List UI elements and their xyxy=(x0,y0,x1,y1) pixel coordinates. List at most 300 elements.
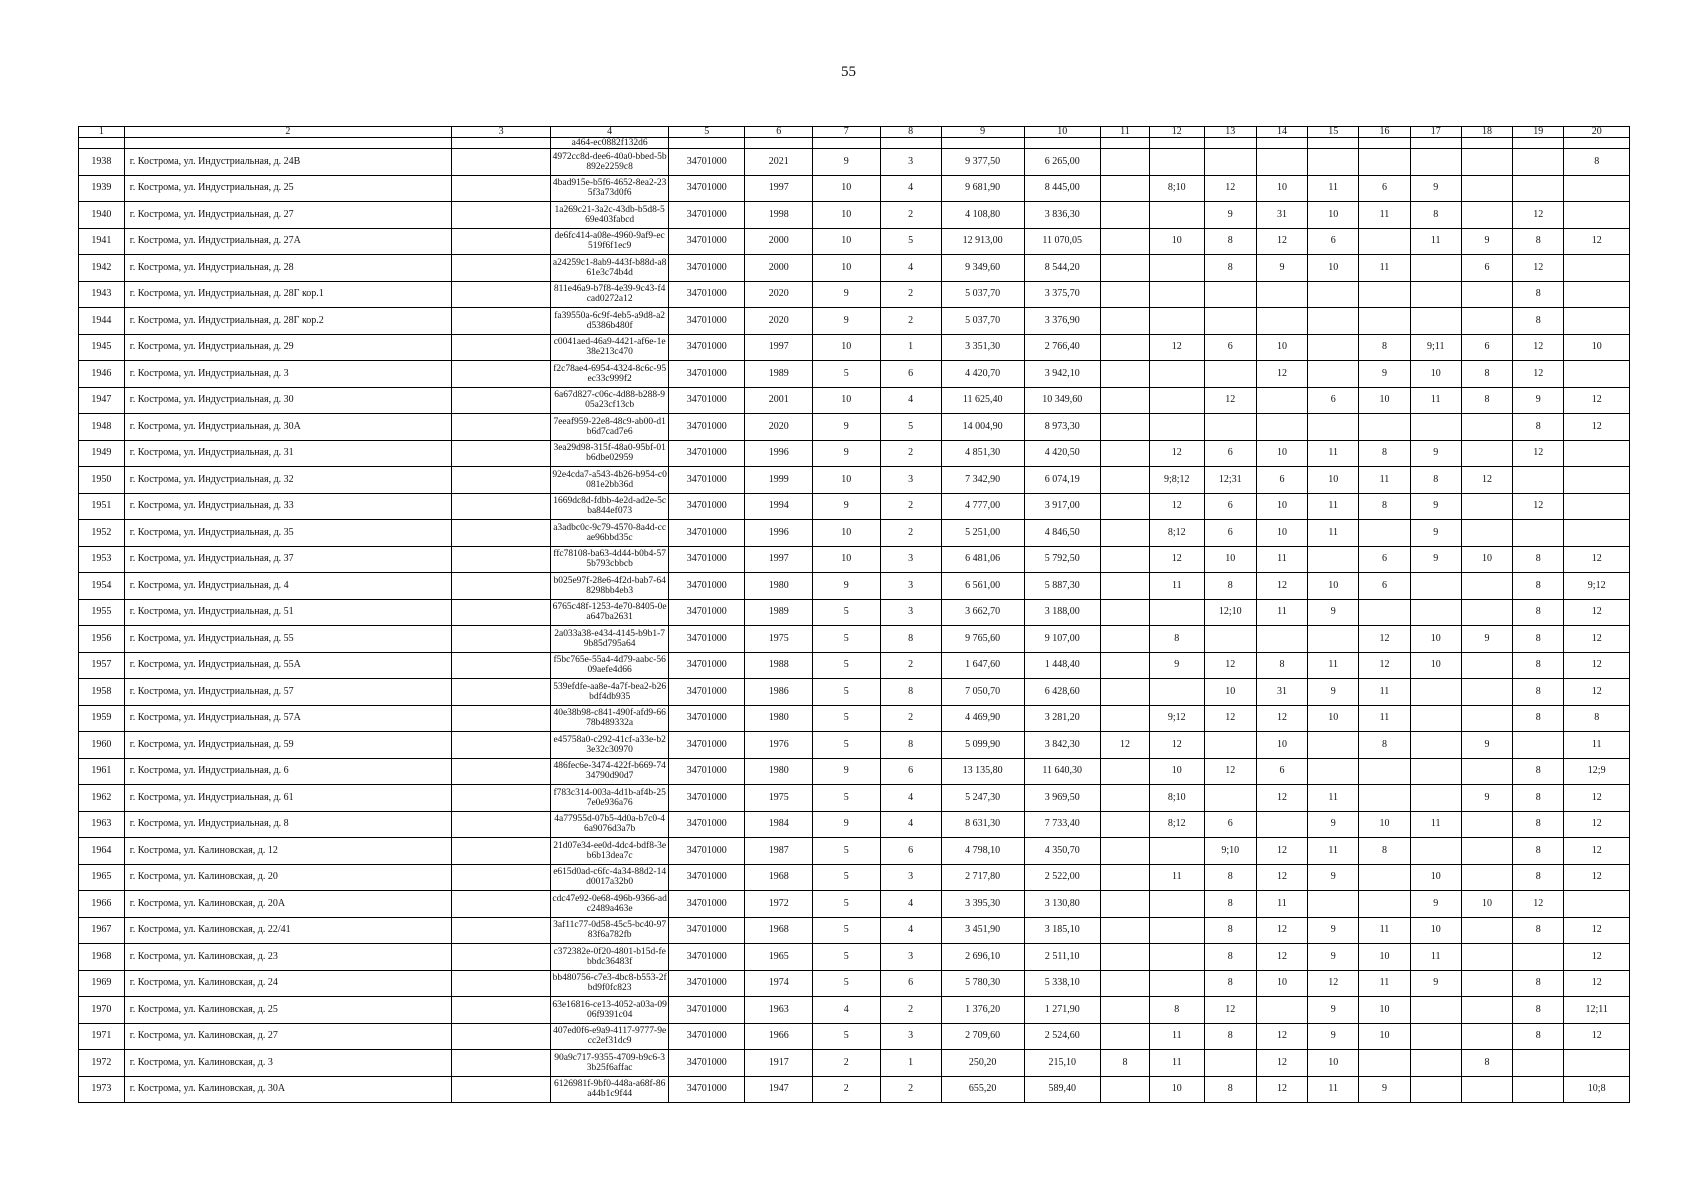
work-period-cell-12: 10 xyxy=(1150,758,1205,785)
oktmo-cell: 34701000 xyxy=(669,891,745,918)
work-period-cell-18 xyxy=(1461,838,1512,865)
work-period-cell-13: 6 xyxy=(1204,440,1256,467)
guid-cell: 7eeaf959-22e8-48c9-ab00-d1b6d7cad7e6 xyxy=(551,414,669,441)
work-period-cell-15: 6 xyxy=(1308,228,1359,255)
work-period-cell-17 xyxy=(1410,1023,1461,1050)
work-period-cell-12 xyxy=(1150,387,1205,414)
entrances-cell: 6 xyxy=(880,838,941,865)
work-period-cell-12: 12 xyxy=(1150,440,1205,467)
table-row xyxy=(79,546,1630,573)
work-period-cell-11 xyxy=(1100,440,1149,467)
year-cell: 1996 xyxy=(745,440,813,467)
oktmo-cell: 34701000 xyxy=(669,467,745,494)
work-period-cell-20: 12 xyxy=(1564,546,1630,573)
row-number: 1971 xyxy=(79,1023,125,1050)
housing-register-table xyxy=(78,126,1630,1103)
oktmo-cell: 34701000 xyxy=(669,520,745,547)
work-period-cell-18: 9 xyxy=(1461,228,1512,255)
total-area-cell: 3 662,70 xyxy=(941,599,1024,626)
work-period-cell-13: 6 xyxy=(1204,520,1256,547)
year-cell: 1997 xyxy=(745,546,813,573)
work-period-cell-14 xyxy=(1256,387,1307,414)
work-period-cell-11 xyxy=(1100,228,1149,255)
work-period-cell-12: 9;12 xyxy=(1150,705,1205,732)
cell xyxy=(452,1023,551,1050)
page-number: 55 xyxy=(841,64,856,80)
work-period-cell-19: 12 xyxy=(1513,440,1564,467)
work-period-cell-20: 12 xyxy=(1564,785,1630,812)
guid-cell: 6a67d827-c06c-4d88-b288-905a23cf13cb xyxy=(551,387,669,414)
cell xyxy=(452,679,551,706)
total-area-cell: 1 647,60 xyxy=(941,652,1024,679)
work-period-cell-13: 6 xyxy=(1204,811,1256,838)
floors-cell: 5 xyxy=(813,864,881,891)
work-period-cell-14 xyxy=(1256,997,1307,1024)
entrances-cell: 4 xyxy=(880,175,941,202)
oktmo-cell: 34701000 xyxy=(669,1023,745,1050)
work-period-cell-19 xyxy=(1513,175,1564,202)
work-period-cell-14: 6 xyxy=(1256,758,1307,785)
guid-cell: f783c314-003a-4d1b-af4b-257e0e936a76 xyxy=(551,785,669,812)
oktmo-cell: 34701000 xyxy=(669,970,745,997)
table-row xyxy=(79,1076,1630,1103)
work-period-cell-16: 6 xyxy=(1359,573,1410,600)
work-period-cell-14: 9 xyxy=(1256,255,1307,282)
work-period-cell-15: 10 xyxy=(1308,573,1359,600)
floors-cell: 5 xyxy=(813,361,881,388)
work-period-cell-17 xyxy=(1410,414,1461,441)
table-row xyxy=(79,970,1630,997)
work-period-cell-13 xyxy=(1204,1050,1256,1077)
work-period-cell-19 xyxy=(1513,732,1564,759)
floors-cell: 9 xyxy=(813,493,881,520)
work-period-cell-13: 12 xyxy=(1204,652,1256,679)
work-period-cell-13 xyxy=(1204,732,1256,759)
column-header-13: 13 xyxy=(1204,127,1256,138)
total-area-cell: 6 561,00 xyxy=(941,573,1024,600)
guid-cell: cdc47e92-0e68-496b-9366-adc2489a463e xyxy=(551,891,669,918)
work-period-cell-12 xyxy=(1150,361,1205,388)
floors-cell: 9 xyxy=(813,149,881,176)
work-period-cell-11 xyxy=(1100,149,1149,176)
work-period-cell-14: 12 xyxy=(1256,785,1307,812)
floors-cell: 5 xyxy=(813,1023,881,1050)
year-cell: 1980 xyxy=(745,758,813,785)
oktmo-cell: 34701000 xyxy=(669,334,745,361)
living-area-cell: 2 524,60 xyxy=(1024,1023,1100,1050)
work-period-cell-18 xyxy=(1461,308,1512,335)
work-period-cell-12: 9 xyxy=(1150,652,1205,679)
guid-cell: 40e38b98-c841-490f-afd9-6678b489332a xyxy=(551,705,669,732)
work-period-cell-11 xyxy=(1100,467,1149,494)
work-period-cell-13: 12 xyxy=(1204,758,1256,785)
work-period-cell-16: 6 xyxy=(1359,546,1410,573)
living-area-cell: 2 522,00 xyxy=(1024,864,1100,891)
address-cell: г. Кострома, ул. Калиновская, д. 27 xyxy=(124,1023,451,1050)
total-area-cell: 5 037,70 xyxy=(941,281,1024,308)
work-period-cell-11 xyxy=(1100,970,1149,997)
work-period-cell-12: 8 xyxy=(1150,997,1205,1024)
row-number: 1959 xyxy=(79,705,125,732)
cell xyxy=(941,138,1024,149)
address-cell: г. Кострома, ул. Индустриальная, д. 57А xyxy=(124,705,451,732)
cell xyxy=(452,308,551,335)
oktmo-cell: 34701000 xyxy=(669,440,745,467)
guid-cell: f2c78ae4-6954-4324-8c6c-95ec33c999f2 xyxy=(551,361,669,388)
guid-cell: 3ea29d98-315f-48a0-95bf-01b6dbe02959 xyxy=(551,440,669,467)
work-period-cell-20: 12 xyxy=(1564,228,1630,255)
entrances-cell: 2 xyxy=(880,1076,941,1103)
work-period-cell-20 xyxy=(1564,520,1630,547)
work-period-cell-13 xyxy=(1204,361,1256,388)
work-period-cell-18 xyxy=(1461,149,1512,176)
work-period-cell-14: 12 xyxy=(1256,361,1307,388)
cell xyxy=(452,228,551,255)
total-area-cell: 3 451,90 xyxy=(941,917,1024,944)
year-cell: 1997 xyxy=(745,175,813,202)
work-period-cell-11 xyxy=(1100,1023,1149,1050)
row-number: 1951 xyxy=(79,493,125,520)
work-period-cell-15 xyxy=(1308,334,1359,361)
year-cell: 2021 xyxy=(745,149,813,176)
cell xyxy=(1256,138,1307,149)
work-period-cell-12: 11 xyxy=(1150,864,1205,891)
row-number: 1961 xyxy=(79,758,125,785)
total-area-cell: 5 037,70 xyxy=(941,308,1024,335)
floors-cell: 10 xyxy=(813,255,881,282)
work-period-cell-20: 12 xyxy=(1564,679,1630,706)
work-period-cell-14: 10 xyxy=(1256,175,1307,202)
floors-cell: 4 xyxy=(813,997,881,1024)
work-period-cell-13: 12;31 xyxy=(1204,467,1256,494)
living-area-cell: 10 349,60 xyxy=(1024,387,1100,414)
work-period-cell-13: 8 xyxy=(1204,228,1256,255)
work-period-cell-13: 8 xyxy=(1204,573,1256,600)
living-area-cell: 589,40 xyxy=(1024,1076,1100,1103)
work-period-cell-11: 12 xyxy=(1100,732,1149,759)
work-period-cell-11 xyxy=(1100,599,1149,626)
work-period-cell-20: 12 xyxy=(1564,864,1630,891)
address-cell: г. Кострома, ул. Индустриальная, д. 55 xyxy=(124,626,451,653)
work-period-cell-11 xyxy=(1100,308,1149,335)
oktmo-cell: 34701000 xyxy=(669,626,745,653)
work-period-cell-20 xyxy=(1564,467,1630,494)
address-cell: г. Кострома, ул. Калиновская, д. 25 xyxy=(124,997,451,1024)
cell xyxy=(745,138,813,149)
address-cell: г. Кострома, ул. Калиновская, д. 22/41 xyxy=(124,917,451,944)
table-row xyxy=(79,1023,1630,1050)
entrances-cell: 3 xyxy=(880,546,941,573)
work-period-cell-18: 8 xyxy=(1461,1050,1512,1077)
work-period-cell-18 xyxy=(1461,811,1512,838)
work-period-cell-20: 12 xyxy=(1564,811,1630,838)
table-row xyxy=(79,679,1630,706)
work-period-cell-20: 12 xyxy=(1564,838,1630,865)
address-cell: г. Кострома, ул. Индустриальная, д. 28Г кор.1 xyxy=(124,281,451,308)
cell xyxy=(452,281,551,308)
work-period-cell-17: 11 xyxy=(1410,944,1461,971)
work-period-cell-15: 9 xyxy=(1308,864,1359,891)
work-period-cell-18: 8 xyxy=(1461,387,1512,414)
work-period-cell-19: 12 xyxy=(1513,891,1564,918)
living-area-cell: 8 445,00 xyxy=(1024,175,1100,202)
work-period-cell-12 xyxy=(1150,970,1205,997)
floors-cell: 5 xyxy=(813,917,881,944)
work-period-cell-12: 8;12 xyxy=(1150,520,1205,547)
work-period-cell-16: 6 xyxy=(1359,175,1410,202)
work-period-cell-17: 9 xyxy=(1410,546,1461,573)
work-period-cell-11 xyxy=(1100,1076,1149,1103)
row-number: 1938 xyxy=(79,149,125,176)
guid-cell: a3adbc0c-9c79-4570-8a4d-ccae96bbd35c xyxy=(551,520,669,547)
oktmo-cell: 34701000 xyxy=(669,1076,745,1103)
cell xyxy=(452,334,551,361)
entrances-cell: 3 xyxy=(880,573,941,600)
work-period-cell-19: 8 xyxy=(1513,414,1564,441)
work-period-cell-16 xyxy=(1359,785,1410,812)
oktmo-cell: 34701000 xyxy=(669,838,745,865)
table-row xyxy=(79,758,1630,785)
cell xyxy=(1204,138,1256,149)
floors-cell: 5 xyxy=(813,838,881,865)
work-period-cell-17: 9 xyxy=(1410,520,1461,547)
guid-cell: 407ed0f6-e9a9-4117-9777-9ecc2ef31dc9 xyxy=(551,1023,669,1050)
work-period-cell-13: 10 xyxy=(1204,679,1256,706)
work-period-cell-20: 12 xyxy=(1564,652,1630,679)
work-period-cell-13: 8 xyxy=(1204,864,1256,891)
address-cell: г. Кострома, ул. Индустриальная, д. 55А xyxy=(124,652,451,679)
oktmo-cell: 34701000 xyxy=(669,811,745,838)
table-row xyxy=(79,228,1630,255)
work-period-cell-19: 12 xyxy=(1513,334,1564,361)
work-period-cell-17: 9 xyxy=(1410,493,1461,520)
row-number: 1939 xyxy=(79,175,125,202)
column-header-3: 3 xyxy=(452,127,551,138)
work-period-cell-20: 9;12 xyxy=(1564,573,1630,600)
table-row xyxy=(79,811,1630,838)
work-period-cell-20: 8 xyxy=(1564,149,1630,176)
work-period-cell-17: 9 xyxy=(1410,970,1461,997)
work-period-cell-14: 31 xyxy=(1256,202,1307,229)
work-period-cell-17: 10 xyxy=(1410,361,1461,388)
header-row xyxy=(79,127,1630,138)
cell xyxy=(452,175,551,202)
work-period-cell-11 xyxy=(1100,891,1149,918)
work-period-cell-20: 12 xyxy=(1564,414,1630,441)
address-cell: г. Кострома, ул. Калиновская, д. 12 xyxy=(124,838,451,865)
work-period-cell-17: 8 xyxy=(1410,202,1461,229)
oktmo-cell: 34701000 xyxy=(669,705,745,732)
work-period-cell-18: 6 xyxy=(1461,255,1512,282)
work-period-cell-12 xyxy=(1150,281,1205,308)
work-period-cell-12 xyxy=(1150,599,1205,626)
address-cell: г. Кострома, ул. Индустриальная, д. 30А xyxy=(124,414,451,441)
entrances-cell: 8 xyxy=(880,679,941,706)
year-cell: 1917 xyxy=(745,1050,813,1077)
living-area-cell: 3 188,00 xyxy=(1024,599,1100,626)
living-area-cell: 3 185,10 xyxy=(1024,917,1100,944)
year-cell: 1987 xyxy=(745,838,813,865)
work-period-cell-16 xyxy=(1359,758,1410,785)
entrances-cell: 3 xyxy=(880,467,941,494)
entrances-cell: 5 xyxy=(880,228,941,255)
work-period-cell-13: 12 xyxy=(1204,705,1256,732)
work-period-cell-14: 12 xyxy=(1256,917,1307,944)
cell xyxy=(1100,138,1149,149)
work-period-cell-20: 10 xyxy=(1564,334,1630,361)
year-cell: 1999 xyxy=(745,467,813,494)
work-period-cell-18: 9 xyxy=(1461,626,1512,653)
work-period-cell-20: 8 xyxy=(1564,705,1630,732)
cell xyxy=(452,546,551,573)
work-period-cell-15 xyxy=(1308,281,1359,308)
row-number: 1942 xyxy=(79,255,125,282)
work-period-cell-19 xyxy=(1513,1076,1564,1103)
row-number: 1963 xyxy=(79,811,125,838)
row-number: 1941 xyxy=(79,228,125,255)
work-period-cell-20 xyxy=(1564,440,1630,467)
living-area-cell: 7 733,40 xyxy=(1024,811,1100,838)
work-period-cell-14 xyxy=(1256,414,1307,441)
work-period-cell-18 xyxy=(1461,414,1512,441)
work-period-cell-20 xyxy=(1564,255,1630,282)
cell xyxy=(452,255,551,282)
row-number: 1972 xyxy=(79,1050,125,1077)
floors-cell: 10 xyxy=(813,202,881,229)
year-cell: 2000 xyxy=(745,255,813,282)
work-period-cell-17 xyxy=(1410,599,1461,626)
row-number: 1947 xyxy=(79,387,125,414)
cell xyxy=(452,138,551,149)
work-period-cell-19: 8 xyxy=(1513,705,1564,732)
work-period-cell-18 xyxy=(1461,944,1512,971)
oktmo-cell: 34701000 xyxy=(669,997,745,1024)
floors-cell: 5 xyxy=(813,652,881,679)
row-number: 1967 xyxy=(79,917,125,944)
floors-cell: 10 xyxy=(813,387,881,414)
work-period-cell-14 xyxy=(1256,626,1307,653)
work-period-cell-14: 12 xyxy=(1256,1076,1307,1103)
living-area-cell: 3 375,70 xyxy=(1024,281,1100,308)
work-period-cell-14: 12 xyxy=(1256,705,1307,732)
total-area-cell: 14 004,90 xyxy=(941,414,1024,441)
living-area-cell: 1 271,90 xyxy=(1024,997,1100,1024)
work-period-cell-14: 10 xyxy=(1256,334,1307,361)
year-cell: 1984 xyxy=(745,811,813,838)
work-period-cell-12 xyxy=(1150,891,1205,918)
year-cell: 1980 xyxy=(745,705,813,732)
guid-cell: 6126981f-9bf0-448a-a68f-86a44b1c9f44 xyxy=(551,1076,669,1103)
work-period-cell-12: 8;12 xyxy=(1150,811,1205,838)
living-area-cell: 3 281,20 xyxy=(1024,705,1100,732)
work-period-cell-11 xyxy=(1100,493,1149,520)
guid-cell: 1669dc8d-fdbb-4e2d-ad2e-5cba844ef073 xyxy=(551,493,669,520)
work-period-cell-16: 10 xyxy=(1359,387,1410,414)
oktmo-cell: 34701000 xyxy=(669,308,745,335)
cell xyxy=(452,732,551,759)
work-period-cell-20: 12 xyxy=(1564,970,1630,997)
work-period-cell-13 xyxy=(1204,785,1256,812)
work-period-cell-13: 9 xyxy=(1204,202,1256,229)
address-cell: г. Кострома, ул. Калиновская, д. 20 xyxy=(124,864,451,891)
address-cell: г. Кострома, ул. Индустриальная, д. 4 xyxy=(124,573,451,600)
work-period-cell-13: 8 xyxy=(1204,891,1256,918)
cell xyxy=(452,705,551,732)
guid-cell: 6765c48f-1253-4e70-8405-0ea647ba2631 xyxy=(551,599,669,626)
floors-cell: 5 xyxy=(813,970,881,997)
work-period-cell-20: 12 xyxy=(1564,599,1630,626)
row-number: 1945 xyxy=(79,334,125,361)
work-period-cell-11 xyxy=(1100,414,1149,441)
year-cell: 1988 xyxy=(745,652,813,679)
work-period-cell-11 xyxy=(1100,281,1149,308)
guid-cell: 63e16816-ce13-4052-a03a-0906f9391c04 xyxy=(551,997,669,1024)
address-cell: г. Кострома, ул. Индустриальная, д. 28 xyxy=(124,255,451,282)
work-period-cell-19: 8 xyxy=(1513,281,1564,308)
work-period-cell-19: 8 xyxy=(1513,626,1564,653)
total-area-cell: 4 108,80 xyxy=(941,202,1024,229)
row-number: 1943 xyxy=(79,281,125,308)
living-area-cell: 2 766,40 xyxy=(1024,334,1100,361)
address-cell: г. Кострома, ул. Калиновская, д. 24 xyxy=(124,970,451,997)
oktmo-cell: 34701000 xyxy=(669,679,745,706)
year-cell: 1994 xyxy=(745,493,813,520)
work-period-cell-19: 8 xyxy=(1513,997,1564,1024)
work-period-cell-13: 8 xyxy=(1204,1023,1256,1050)
work-period-cell-11 xyxy=(1100,175,1149,202)
work-period-cell-11 xyxy=(1100,864,1149,891)
work-period-cell-16: 10 xyxy=(1359,811,1410,838)
floors-cell: 9 xyxy=(813,414,881,441)
address-cell: г. Кострома, ул. Индустриальная, д. 27А xyxy=(124,228,451,255)
table-row xyxy=(79,891,1630,918)
entrances-cell: 8 xyxy=(880,732,941,759)
entrances-cell: 2 xyxy=(880,520,941,547)
work-period-cell-20: 12;11 xyxy=(1564,997,1630,1024)
cell xyxy=(452,493,551,520)
oktmo-cell: 34701000 xyxy=(669,228,745,255)
work-period-cell-13: 12;10 xyxy=(1204,599,1256,626)
work-period-cell-17 xyxy=(1410,149,1461,176)
total-area-cell: 8 631,30 xyxy=(941,811,1024,838)
work-period-cell-13: 8 xyxy=(1204,944,1256,971)
cell xyxy=(1150,138,1205,149)
guid-cell: e45758a0-c292-41cf-a33e-b23e32c30970 xyxy=(551,732,669,759)
work-period-cell-11 xyxy=(1100,838,1149,865)
work-period-cell-17 xyxy=(1410,997,1461,1024)
entrances-cell: 6 xyxy=(880,758,941,785)
year-cell: 1986 xyxy=(745,679,813,706)
work-period-cell-18 xyxy=(1461,705,1512,732)
work-period-cell-20 xyxy=(1564,1050,1630,1077)
year-cell: 1947 xyxy=(745,1076,813,1103)
row-number: 1957 xyxy=(79,652,125,679)
oktmo-cell: 34701000 xyxy=(669,387,745,414)
column-header-7: 7 xyxy=(813,127,881,138)
address-cell: г. Кострома, ул. Индустриальная, д. 6 xyxy=(124,758,451,785)
living-area-cell: 9 107,00 xyxy=(1024,626,1100,653)
entrances-cell: 2 xyxy=(880,493,941,520)
table-row xyxy=(79,573,1630,600)
work-period-cell-11 xyxy=(1100,705,1149,732)
work-period-cell-20: 12 xyxy=(1564,917,1630,944)
work-period-cell-18 xyxy=(1461,917,1512,944)
work-period-cell-18 xyxy=(1461,573,1512,600)
guid-cell: 3af11c77-0d58-45c5-bc40-9783f6a782fb xyxy=(551,917,669,944)
work-period-cell-16 xyxy=(1359,864,1410,891)
total-area-cell: 250,20 xyxy=(941,1050,1024,1077)
work-period-cell-19: 8 xyxy=(1513,1023,1564,1050)
